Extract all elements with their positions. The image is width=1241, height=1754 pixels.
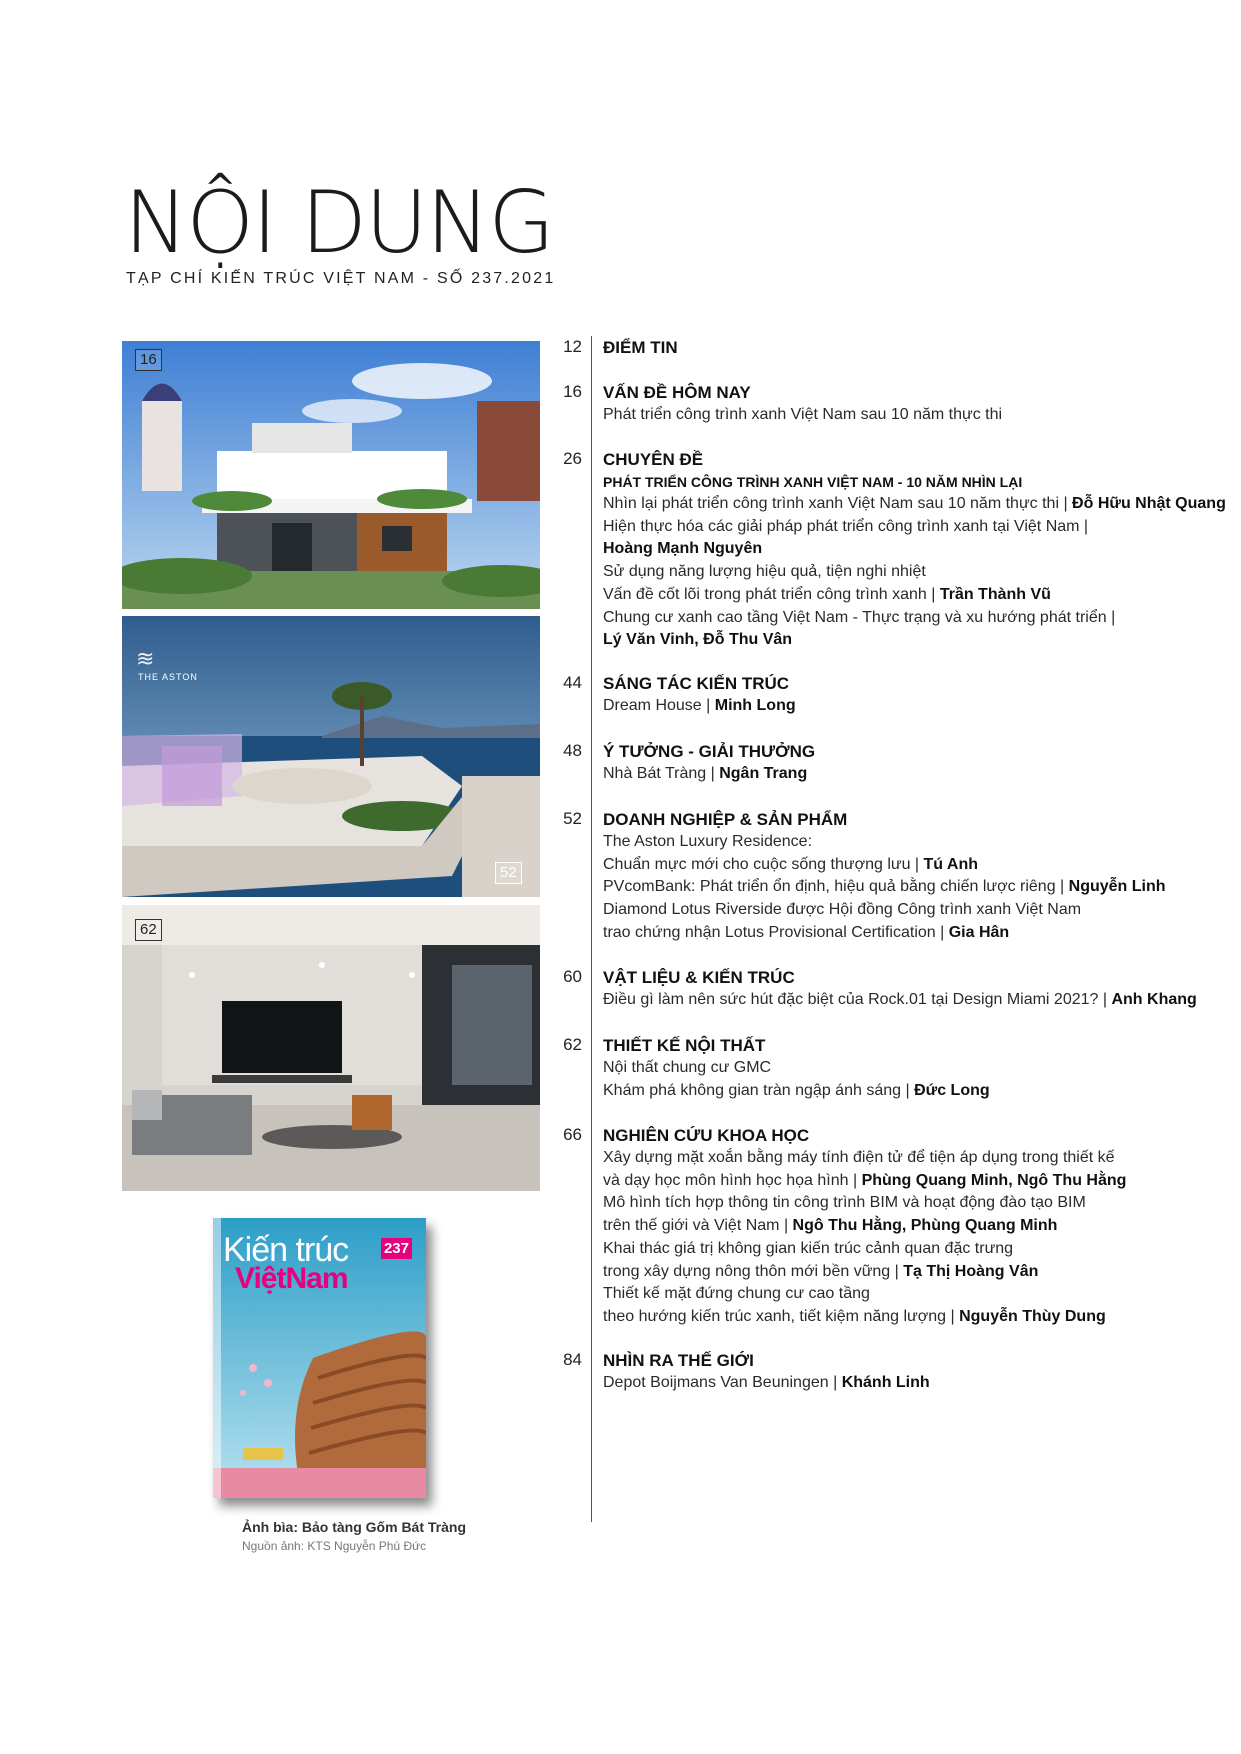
cover-issue-number: 237 (381, 1238, 412, 1259)
page-tag: 16 (135, 349, 162, 371)
toc-article-line: PVcomBank: Phát triển ổn định, hiệu quả bằng chiến lược riêng | Nguyễn Linh (603, 878, 1166, 896)
toc-page-number: 16 (563, 382, 582, 401)
toc-page-number: 12 (563, 337, 582, 356)
wave-logo-icon: ≋ (136, 646, 155, 671)
toc-article-line: trao chứng nhận Lotus Provisional Certification | Gia Hân (603, 923, 1010, 941)
toc-article-line: Nội thất chung cư GMC (603, 1059, 772, 1076)
toc-article-line (603, 629, 1218, 652)
toc-article-line: Xây dựng mặt xoắn bằng máy tính điện tử để tiện áp dụng trong thiết kế (603, 1149, 1115, 1166)
toc-section-heading: VẬT LIỆU & KIẾN TRÚC (603, 968, 795, 987)
toc-author: Minh Long (714, 697, 796, 714)
toc-page-number: 44 (563, 673, 582, 692)
toc-author: Gia Hân (948, 923, 1010, 941)
toc-page-number: 60 (563, 967, 582, 986)
toc-article-line: Thiết kế mặt đứng chung cư cao tầng (603, 1285, 870, 1303)
toc-article-line: Depot Boijmans Van Beuningen | Khánh Linh (603, 1374, 930, 1391)
toc-section-heading: CHUYÊN ĐỀ (603, 450, 704, 469)
cover-caption: Ảnh bìa: Bảo tàng Gốm Bát Tràng (242, 1519, 467, 1535)
toc-author: Trần Thành Vũ (939, 585, 1051, 603)
toc-page-number: 26 (563, 449, 582, 468)
toc-section-heading: Ý TƯỞNG - GIẢI THƯỞNG (603, 742, 816, 761)
page-title: NỘI DUNG (124, 173, 553, 273)
toc-author: Nguyễn Thùy Dung (959, 1307, 1106, 1325)
toc-page-number: 84 (563, 1350, 582, 1369)
toc-article-line: Mô hình tích hợp thông tin công trình BIM và hoạt động đào tạo BIM (603, 1194, 1086, 1212)
toc-article-line: theo hướng kiến trúc xanh, tiết kiệm năng lượng | Nguyễn Thùy Dung (603, 1307, 1106, 1325)
villa-photo (122, 341, 540, 609)
toc-page-number: 48 (563, 741, 582, 760)
toc-author: Nguyễn Linh (1068, 878, 1166, 896)
toc-article-line (603, 538, 1218, 561)
toc-article-line: Vấn đề cốt lõi trong phát triển công trình xanh | Trần Thành Vũ (603, 585, 1051, 603)
toc-section-heading: NGHIÊN CỨU KHOA HỌC (603, 1126, 810, 1145)
toc-divider-line (591, 336, 592, 1522)
toc-section-heading: ĐIỂM TIN (603, 338, 678, 357)
toc-author: Tạ Thị Hoàng Vân (903, 1262, 1039, 1280)
toc-author: Phùng Quang Minh, Ngô Thu Hằng (861, 1171, 1127, 1189)
toc-section-heading: NHÌN RA THẾ GIỚI (603, 1351, 754, 1370)
toc-article-line: Chuẩn mực mới cho cuộc sống thượng lưu | Tú Anh (603, 855, 979, 873)
toc-author: Khánh Linh (841, 1374, 930, 1391)
toc-article-line: Hiện thực hóa các giải pháp phát triển công trình xanh tại Việt Nam | (603, 517, 1089, 535)
cover-masthead-vietnam: ViệtNam (235, 1262, 348, 1295)
toc-author: Đỗ Hữu Nhật Quang (1072, 495, 1226, 512)
toc-article-line: Điều gì làm nên sức hút đặc biệt của Rock.01 tại Design Miami 2021? | Anh Khang (603, 991, 1197, 1008)
toc-article-line: Dream House | Minh Long (603, 697, 796, 714)
toc-article-line: Khai thác giá trị không gian kiến trúc cảnh quan đặc trưng (603, 1239, 1014, 1257)
toc-article-line: Nhìn lại phát triển công trình xanh Việt Nam sau 10 năm thực thi | Đỗ Hữu Nhật Quang (603, 495, 1226, 512)
toc-author: Ngân Trang (719, 765, 808, 782)
toc-section-heading: THIẾT KẾ NỘI THẤT (603, 1036, 766, 1055)
cover-credit: Nguồn ảnh: KTS Nguyễn Phú Đức (242, 1539, 427, 1553)
toc-article-line: Nhà Bát Tràng | Ngân Trang (603, 765, 808, 782)
magazine-cover (213, 1218, 426, 1498)
page-tag: 62 (135, 919, 162, 941)
toc-article-line: Phát triển công trình xanh Việt Nam sau 10 năm thực thi (603, 406, 1003, 423)
toc-article-line: Sử dụng năng lượng hiệu quả, tiện nghi nhiệt (603, 563, 926, 581)
toc-author: Tú Anh (923, 855, 979, 873)
toc-article-line: và dạy học môn hình học họa hình | Phùng Quang Minh, Ngô Thu Hằng (603, 1171, 1127, 1189)
toc-page-number: 52 (563, 809, 582, 828)
toc-page-number: 62 (563, 1035, 582, 1054)
toc-article-line: Khám phá không gian tràn ngập ánh sáng | Đức Long (603, 1081, 990, 1099)
interior-photo (122, 905, 540, 1191)
toc-section-heading: VẤN ĐỀ HÔM NAY (603, 383, 751, 402)
toc-article-line: Diamond Lotus Riverside được Hội đồng Công trình xanh Việt Nam (603, 901, 1082, 919)
toc-article-line: trên thế giới và Việt Nam | Ngô Thu Hằng, Phùng Quang Minh (603, 1217, 1058, 1235)
toc-section-heading: DOANH NGHIỆP & SẢN PHẨM (603, 810, 848, 829)
magazine-issue-subtitle: TẠP CHÍ KIẾN TRÚC VIỆT NAM - SỐ 237.2021 (126, 270, 556, 287)
the-aston-logo: THE ASTON (138, 672, 198, 682)
toc-author: Đức Long (914, 1081, 990, 1099)
toc-author: Anh Khang (1111, 991, 1197, 1008)
toc-section-heading: SÁNG TÁC KIẾN TRÚC (603, 674, 790, 693)
toc-article-line: Chung cư xanh cao tầng Việt Nam - Thực trạng và xu hướng phát triển | (603, 608, 1116, 626)
toc-article-line: The Aston Luxury Residence: (603, 833, 813, 850)
cover-masthead: Kiến trúc (223, 1231, 349, 1269)
toc-author: Ngô Thu Hằng, Phùng Quang Minh (792, 1217, 1058, 1235)
toc-author: Lý Văn Vinh, Đỗ Thu Vân (603, 631, 793, 649)
toc-subheading: PHÁT TRIỂN CÔNG TRÌNH XANH VIỆT NAM - 10 NĂM NHÌN LẠI (603, 474, 1023, 490)
toc-page-number: 66 (563, 1125, 582, 1144)
page-tag: 52 (495, 862, 522, 884)
rooftop-photo (122, 616, 540, 897)
toc-article-line: trong xây dựng nông thôn mới bền vững | Tạ Thị Hoàng Vân (603, 1262, 1039, 1280)
toc-author: Hoàng Mạnh Nguyên (603, 540, 763, 558)
